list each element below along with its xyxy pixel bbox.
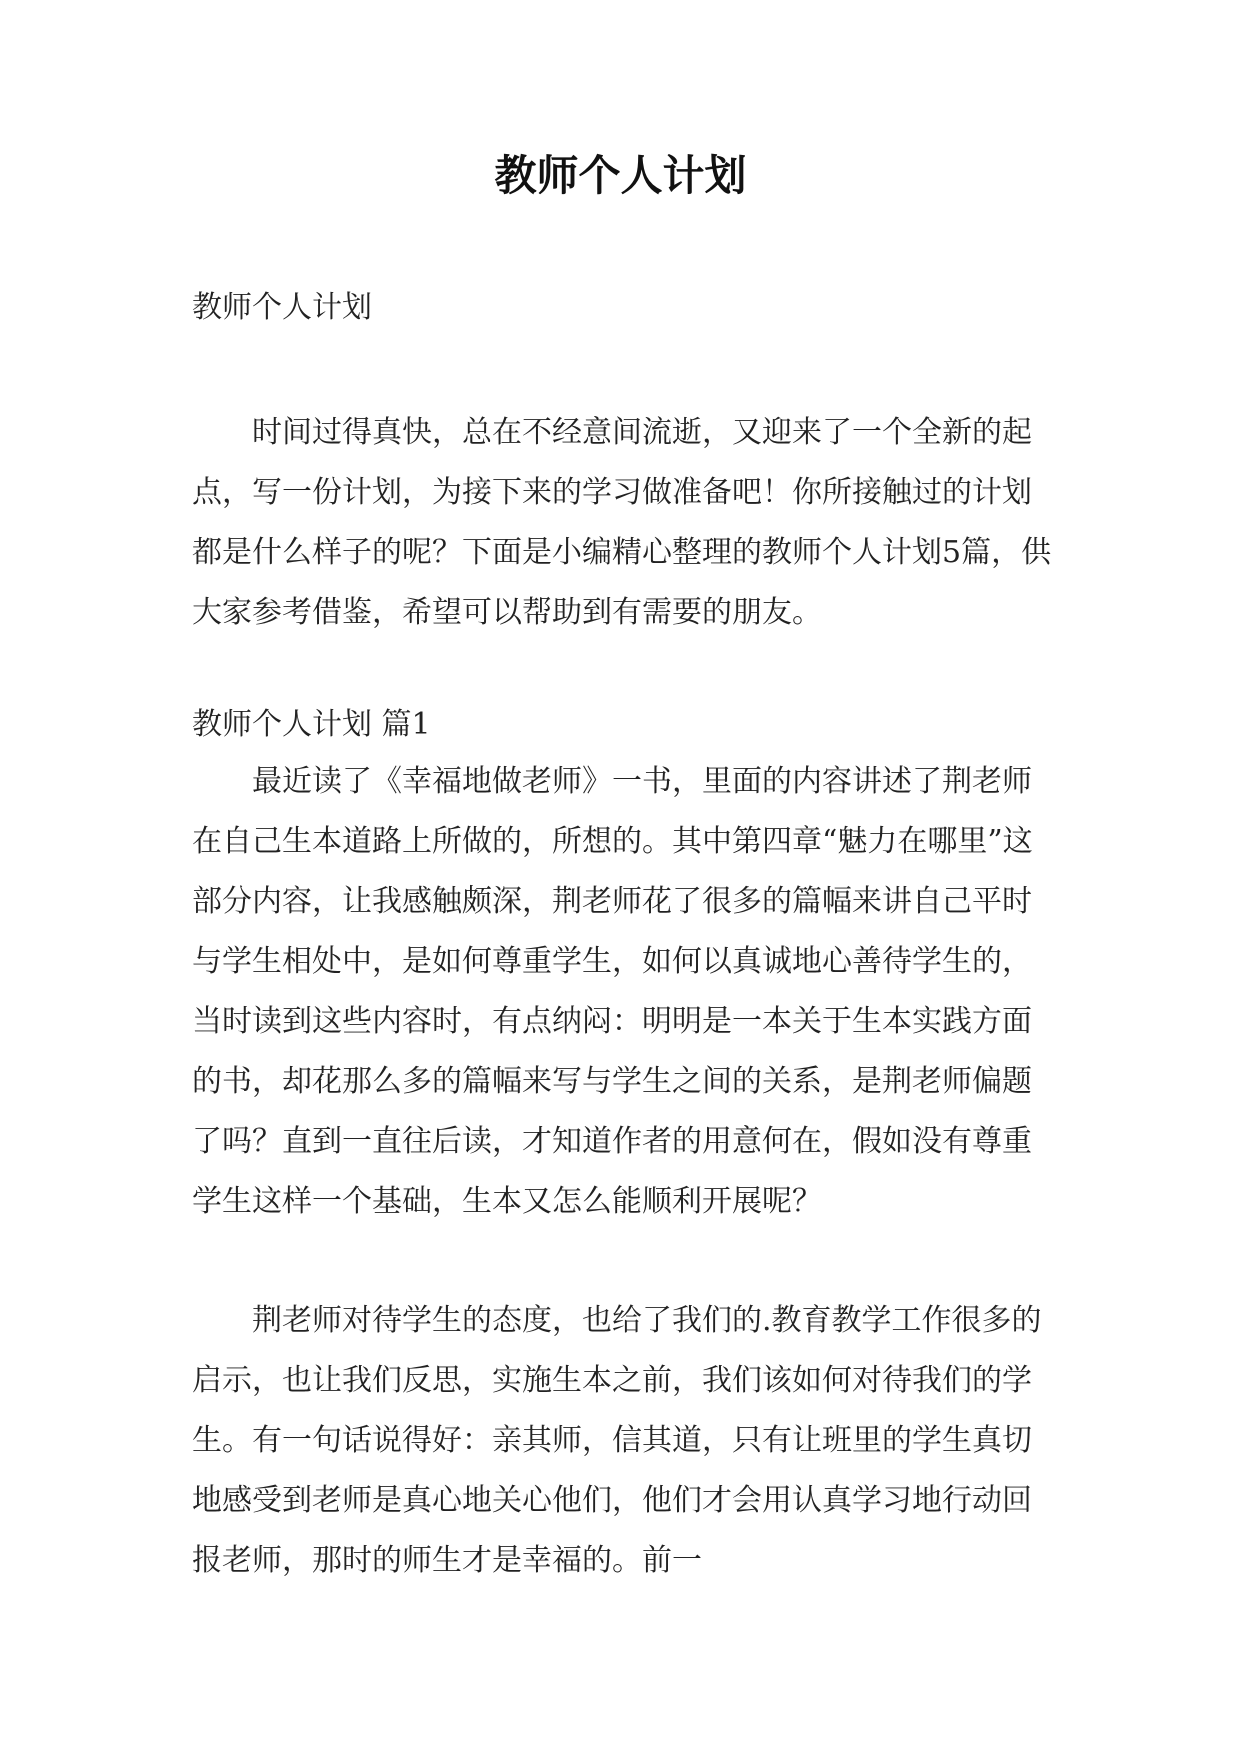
intro-paragraph: 时间过得真快，总在不经意间流逝，又迎来了一个全新的起点，写一份计划，为接下来的学习做准备吧！你所接触过的计划都是什么样子的呢？下面是小编精心整理的教师个人计划5篇，供大家参考借鉴，希望可以帮助到有需要的朋友。 xyxy=(192,415,1052,630)
body-paragraph-2: 荆老师对待学生的态度，也给了我们的.教育教学工作很多的启示，也让我们反思，实施生本之前，我们该如何对待我们的学生。有一句话说得好：亲其师，信其道，只有让班里的学生真切地感受到老师是真心地关心他们，他们才会用认真学习地行动回报老师，那时的师生才是幸福的。前一 xyxy=(192,1303,1042,1578)
body-paragraph-1: 最近读了《幸福地做老师》一书，里面的内容讲述了荆老师在自己生本道路上所做的，所想的。其中第四章“魅力在哪里”这部分内容，让我感触颇深，荆老师花了很多的篇幅来讲自己平时与学生相处中，是如何尊重学生，如何以真诚地心善待学生的，当时读到这些内容时，有点纳闷：明明是一本关于生本实践方面的书，却花那么多的篇幅来写与学生之间的关系，是荆老师偏题了吗？直到一直往后读，才知道作者的用意何在，假如没有尊重学生这样一个基础，生本又怎么能顺利开展呢？ xyxy=(192,764,1033,1219)
document-subtitle: 教师个人计划 xyxy=(192,290,372,325)
document-title: 教师个人计划 xyxy=(494,151,747,200)
section-heading: 教师个人计划 篇1 xyxy=(192,707,431,742)
